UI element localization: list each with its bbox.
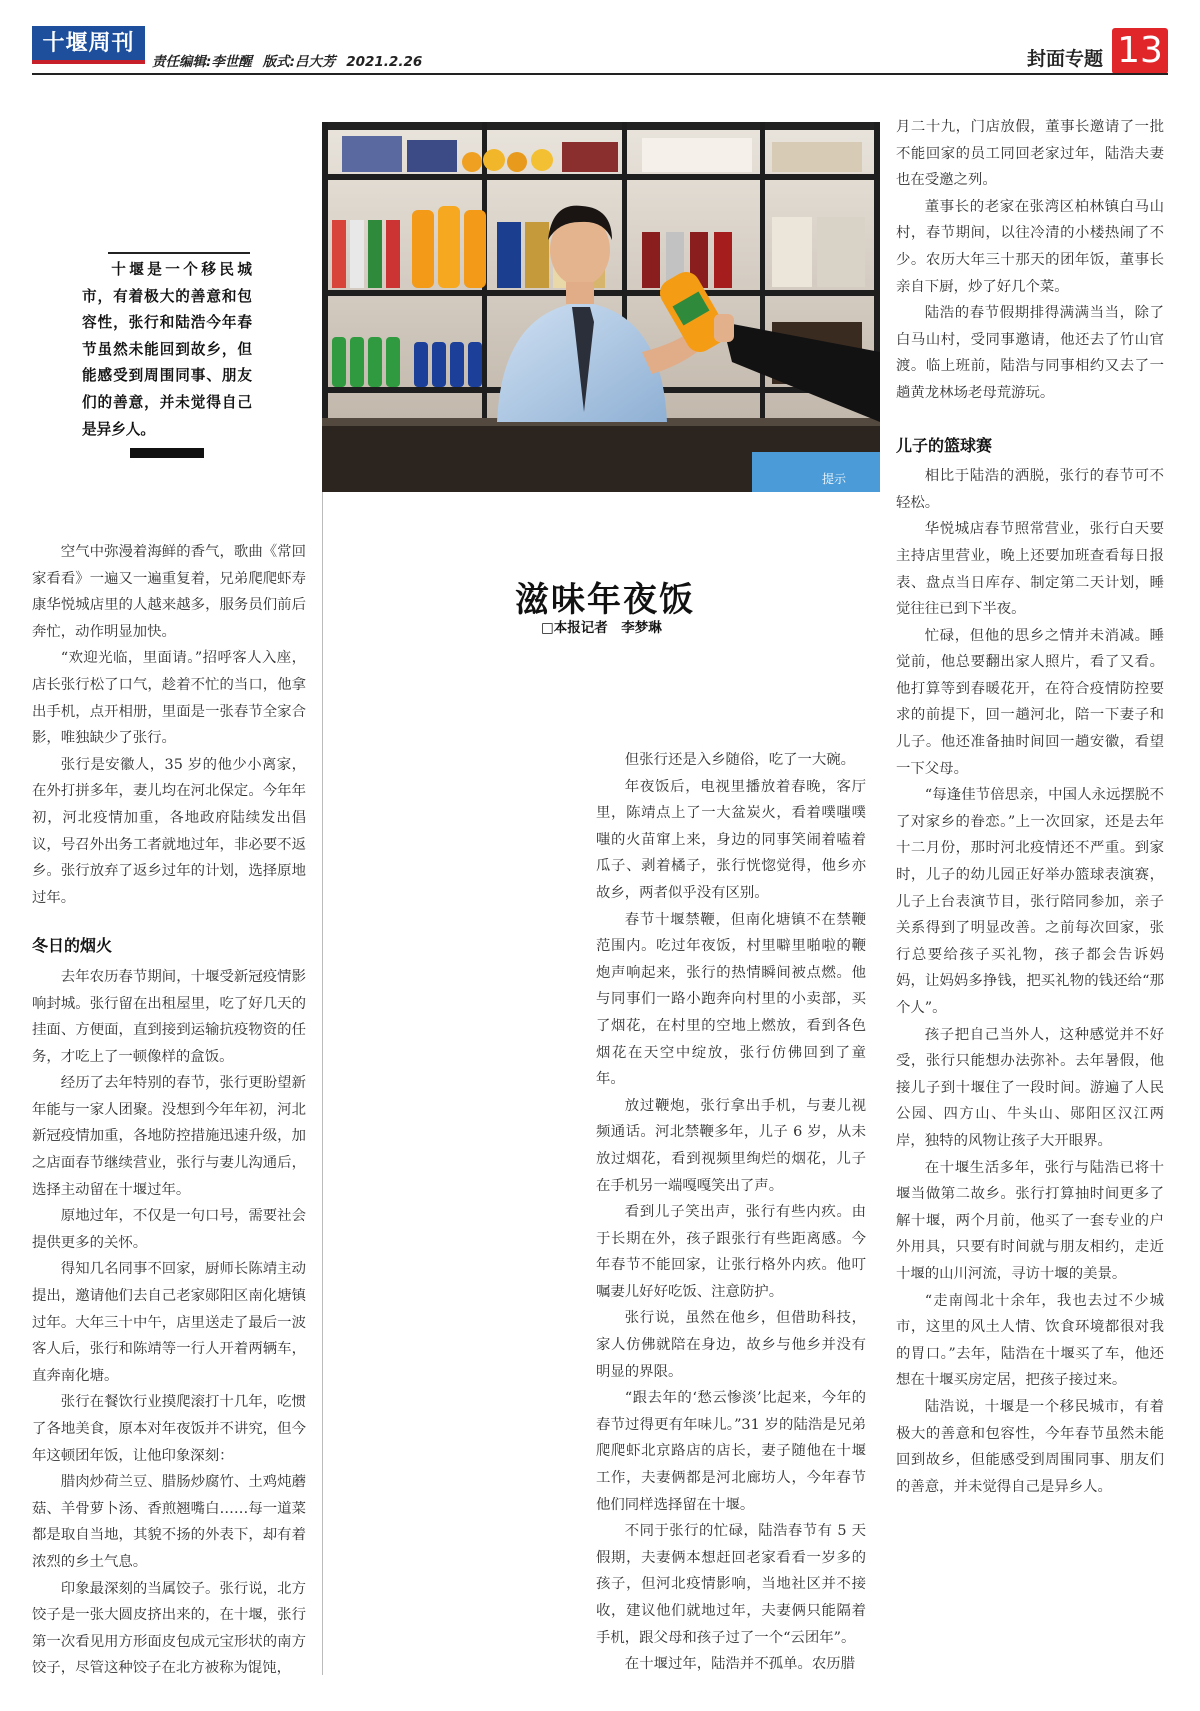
- paragraph: 陆浩的春节假期排得满满当当，除了白马山村，受同事邀请，他还去了竹山官渡。临上班前，陆浩与同事相约又去了一趟黄龙林场老母荒游玩。: [896, 305, 1164, 401]
- byline: □本报记者 李梦琳: [541, 620, 662, 636]
- subheading: 儿子的篮球赛: [896, 435, 993, 455]
- paragraph: 相比于陆浩的洒脱，张行的春节可不轻松。: [896, 468, 1164, 511]
- paragraph: 放过鞭炮，张行拿出手机，与妻儿视频通话。河北禁鞭多年，儿子 6 岁，从未放过烟花，看到视频里绚烂的烟花，儿子在手机另一端嘎嘎笑出了声。: [596, 1097, 866, 1194]
- paragraph: 春节十堰禁鞭，但南化塘镇不在禁鞭范围内。吃过年夜饭，村里噼里啪啦的鞭炮声响起来，张行的热情瞬间被点燃。他与同事们一路小跑奔向村里的小卖部，买了烟花，在村里的空地上燃放，看到各色烟花在天空中绽放，张行仿佛回到了童年。: [596, 911, 866, 1088]
- paragraph: 忙碌，但他的思乡之情并未消减。睡觉前，他总要翻出家人照片，看了又看。他打算等到春暖花开，在符合疫情防控要求的前提下，回一趟河北，陪一下妻子和儿子。他还准备抽时间回一趟安徽，看望一下父母。: [896, 627, 1164, 777]
- photo-sign-text: 提示: [822, 472, 847, 486]
- issue-date: 2021.2.26: [346, 54, 423, 70]
- header-rule: [32, 73, 1168, 75]
- paragraph: 看到儿子笑出声，张行有些内疚。由于长期在外，孩子跟张行有些距离感。今年春节不能回家，让张行格外内疚。他叮嘱妻儿好好吃饭、注意防护。: [596, 1204, 866, 1300]
- article-photo: [322, 122, 880, 492]
- section-title: 封面专题: [1027, 48, 1104, 70]
- pull-quote-bottom-bar: [130, 448, 204, 458]
- paragraph: 印象最深刻的当属饺子。张行说，北方饺子是一张大圆皮挤出来的，在十堰，张行第一次看见用方形面皮包成元宝形状的南方饺子，尽管这种饺子在北方被称为馄饨，: [32, 1580, 306, 1677]
- article-title: 滋味年夜饭: [515, 580, 695, 620]
- paragraph: “走南闯北十余年，我也去过不少城市，这里的风土人情、饮食环境都很对我的胃口。”去年，陆浩在十堰买了车，他还想在十堰买房定居，把孩子接过来。: [896, 1292, 1164, 1389]
- layout-name: 版式:吕大芳: [262, 54, 336, 70]
- page-number: 13: [1112, 28, 1168, 74]
- paragraph: 腊肉炒荷兰豆、腊肠炒腐竹、土鸡炖蘑菇、羊骨萝卜汤、香煎翘嘴白……每一道菜都是取自当地，其貌不扬的外表下，却有着浓烈的乡土气息。: [32, 1474, 306, 1570]
- paragraph: 华悦城店春节照常营业，张行白天要主持店里营业，晚上还要加班查看每日报表、盘点当日库存、制定第二天计划，睡觉往往已到下半夜。: [896, 521, 1164, 618]
- subheading: 冬日的烟火: [32, 936, 113, 956]
- paragraph: 年夜饭后，电视里播放着春晚，客厅里，陈靖点上了一大盆炭火，看着噗嗤噗嗤的火苗窜上来，身边的同事笑闹着嗑着瓜子、剥着橘子，张行恍惚觉得，他乡亦故乡，两者似乎没有区别。: [596, 778, 866, 901]
- masthead-logo: 十堰周刊: [32, 26, 145, 64]
- paragraph: 孩子把自己当外人，这种感觉并不好受，张行只能想办法弥补。去年暑假，他接儿子到十堰住了一段时间。游遍了人民公园、四方山、牛头山、郧阳区汉江两岸，独特的风物让孩子大开眼界。: [896, 1026, 1164, 1149]
- paragraph: 张行说，虽然在他乡，但借助科技，家人仿佛就陪在身边，故乡与他乡并没有明显的界限。: [596, 1310, 866, 1380]
- paragraph: “跟去年的‘愁云惨淡’比起来，今年的春节过得更有年味儿。”31 岁的陆浩是兄弟爬爬虾北京路店的店长，妻子随他在十堰工作，夫妻俩都是河北廊坊人，今年春节他们同样选择留在十堰。: [596, 1390, 866, 1513]
- paragraph: 空气中弥漫着海鲜的香气，歌曲《常回家看看》一遍又一遍重复着，兄弟爬爬虾寿康华悦城店里的人越来越多，服务员们前后奔忙，动作明显加快。: [32, 544, 306, 640]
- paragraph: 在十堰生活多年，张行与陆浩已将十堰当做第二故乡。张行打算抽时间更多了解十堰，两个月前，他买了一套专业的户外用具，只要有时间就与朋友相约，走近十堰的山川河流，寻访十堰的美景。: [896, 1159, 1164, 1282]
- paragraph: 月二十九，门店放假，董事长邀请了一批不能回家的员工同回老家过年，陆浩夫妻也在受邀之列。: [896, 119, 1164, 189]
- paragraph: 张行在餐饮行业摸爬滚打十几年，吃惯了各地美食，原本对年夜饭并不讲究，但今年这顿团年饭，让他印象深刻：: [32, 1394, 306, 1464]
- article-column-2: [596, 747, 866, 1678]
- article-column-3: [896, 114, 1164, 1500]
- column-rule: [322, 492, 323, 1675]
- paragraph: 但张行还是入乡随俗，吃了一大碗。: [624, 752, 856, 768]
- paragraph: 陆浩说，十堰是一个移民城市，有着极大的善意和包容性，今年春节虽然未能回到故乡，但能感受到周围同事、朋友们的善意，并未觉得自己是异乡人。: [896, 1398, 1164, 1495]
- article-column-1: [32, 539, 306, 1682]
- paragraph: 张行是安徽人，35 岁的他少小离家，在外打拼多年，妻儿均在河北保定。今年年初，河北疫情加重，各地政府陆续发出倡议，号召外出务工者就地过年，非必要不返乡。张行放弃了返乡过年的计划，选择原地过年。: [32, 756, 306, 906]
- editor-name: 责任编辑:李世醒: [152, 54, 252, 70]
- pull-quote: 十堰是一个移民城市，有着极大的善意和包容性，张行和陆浩今年春节虽然未能回到故乡，但能感受到周围同事、朋友们的善意，并未觉得自己是异乡人。: [82, 261, 252, 438]
- paragraph: “欢迎光临，里面请。”招呼客人入座，店长张行松了口气，趁着不忙的当口，他拿出手机，点开相册，里面是一张春节全家合影，唯独缺少了张行。: [32, 650, 306, 747]
- paragraph: 董事长的老家在张湾区柏林镇白马山村，春节期间，以往冷清的小楼热闹了不少。农历大年三十那天的团年饭，董事长亲自下厨，炒了好几个菜。: [896, 198, 1164, 295]
- paragraph: 原地过年，不仅是一句口号，需要社会提供更多的关怀。: [32, 1208, 306, 1251]
- paragraph: 去年农历春节期间，十堰受新冠疫情影响封城。张行留在出租屋里，吃了好几天的挂面、方便面，直到接到运输抗疫物资的任务，才吃上了一顿像样的盒饭。: [32, 968, 306, 1065]
- paragraph: “每逢佳节倍思亲，中国人永远摆脱不了对家乡的眷恋。”上一次回家，还是去年十二月份，那时河北疫情还不严重。到家时，儿子的幼儿园正好举办篮球表演赛，儿子上台表演节目，张行陪同参加，亲子关系得到了明显改善。之前每次回家，张行总要给孩子买礼物，孩子都会告诉妈妈，让妈妈多挣钱，把买礼物的钱还给“那个人”。: [896, 787, 1164, 1016]
- paragraph: 不同于张行的忙碌，陆浩春节有 5 天假期，夫妻俩本想赶回老家看看一岁多的孩子，但河北疫情影响，当地社区并不接收，建议他们就地过年，夫妻俩只能隔着手机，跟父母和孩子过了一个“云团年”。: [596, 1523, 866, 1646]
- paragraph: 在十堰过年，陆浩并不孤单。农历腊: [624, 1656, 856, 1673]
- editor-info: [152, 50, 428, 70]
- paragraph: 经历了去年特别的春节，张行更盼望新年能与一家人团聚。没想到今年年初，河北新冠疫情加重，各地防控措施迅速升级，加之店面春节继续营业，张行与妻儿沟通后，选择主动留在十堰过年。: [32, 1075, 306, 1198]
- shop-counter-photo: [322, 122, 880, 492]
- pull-quote-top-rule: [108, 252, 250, 254]
- paragraph: 得知几名同事不回家，厨师长陈靖主动提出，邀请他们去自己老家郧阳区南化塘镇过年。大年三十中午，店里送走了最后一波客人后，张行和陈靖等一行人开着两辆车，直奔南化塘。: [32, 1261, 306, 1384]
